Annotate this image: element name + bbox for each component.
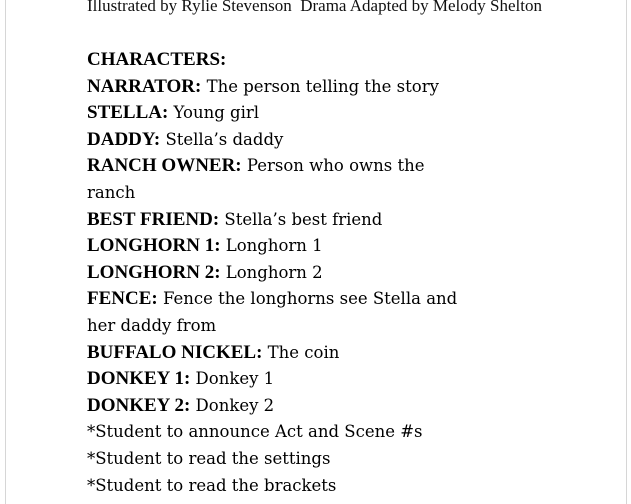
- character-role: STELLA:: [87, 102, 169, 124]
- student-note: *Student to announce Act and Scene #s: [87, 422, 423, 442]
- page-border-right: [626, 0, 627, 504]
- character-entry: [87, 286, 462, 339]
- character-description: Longhorn 2: [220, 262, 323, 282]
- student-note: *Student to read the brackets: [87, 475, 337, 495]
- student-note: *Student to read the settings: [87, 448, 331, 468]
- character-description: Donkey 1: [190, 369, 275, 389]
- character-role: LONGHORN 1:: [87, 235, 221, 257]
- character-description: Fence the longhorns see Stella and her daddy from: [87, 289, 458, 335]
- character-role: NARRATOR:: [87, 75, 202, 97]
- character-description: Stella’s best friend: [219, 209, 383, 229]
- character-entry: [87, 74, 462, 101]
- character-description: Person who owns the ranch: [87, 156, 425, 202]
- character-role: FENCE:: [87, 288, 158, 310]
- character-role: DONKEY 1:: [87, 368, 191, 390]
- page-border-left: [5, 0, 6, 504]
- character-role: RANCH OWNER:: [87, 155, 242, 177]
- character-role: LONGHORN 2:: [87, 261, 221, 283]
- character-description: Young girl: [168, 103, 260, 123]
- character-entry: [87, 393, 462, 420]
- character-description: The person telling the story: [201, 76, 439, 96]
- character-entry: [87, 260, 462, 287]
- credits-line: Illustrated by Rylie Stevenson Drama Adapted by Melody Shelton: [87, 0, 542, 15]
- character-role: DONKEY 2:: [87, 394, 191, 416]
- character-description: Stella’s daddy: [160, 129, 284, 149]
- character-entry: [87, 100, 462, 127]
- character-description: Longhorn 1: [220, 236, 323, 256]
- character-description: Donkey 2: [190, 395, 275, 415]
- character-role: BUFFALO NICKEL:: [87, 341, 263, 363]
- character-entry: [87, 233, 462, 260]
- character-entry: [87, 366, 462, 393]
- character-description: The coin: [262, 342, 340, 362]
- character-entry: [87, 340, 462, 367]
- character-entry: [87, 207, 462, 234]
- character-entry: [87, 127, 462, 154]
- character-role: BEST FRIEND:: [87, 208, 220, 230]
- character-entry: [87, 153, 462, 206]
- characters-heading: CHARACTERS:: [87, 49, 227, 70]
- characters-section: [87, 47, 462, 499]
- character-role: DADDY:: [87, 128, 161, 150]
